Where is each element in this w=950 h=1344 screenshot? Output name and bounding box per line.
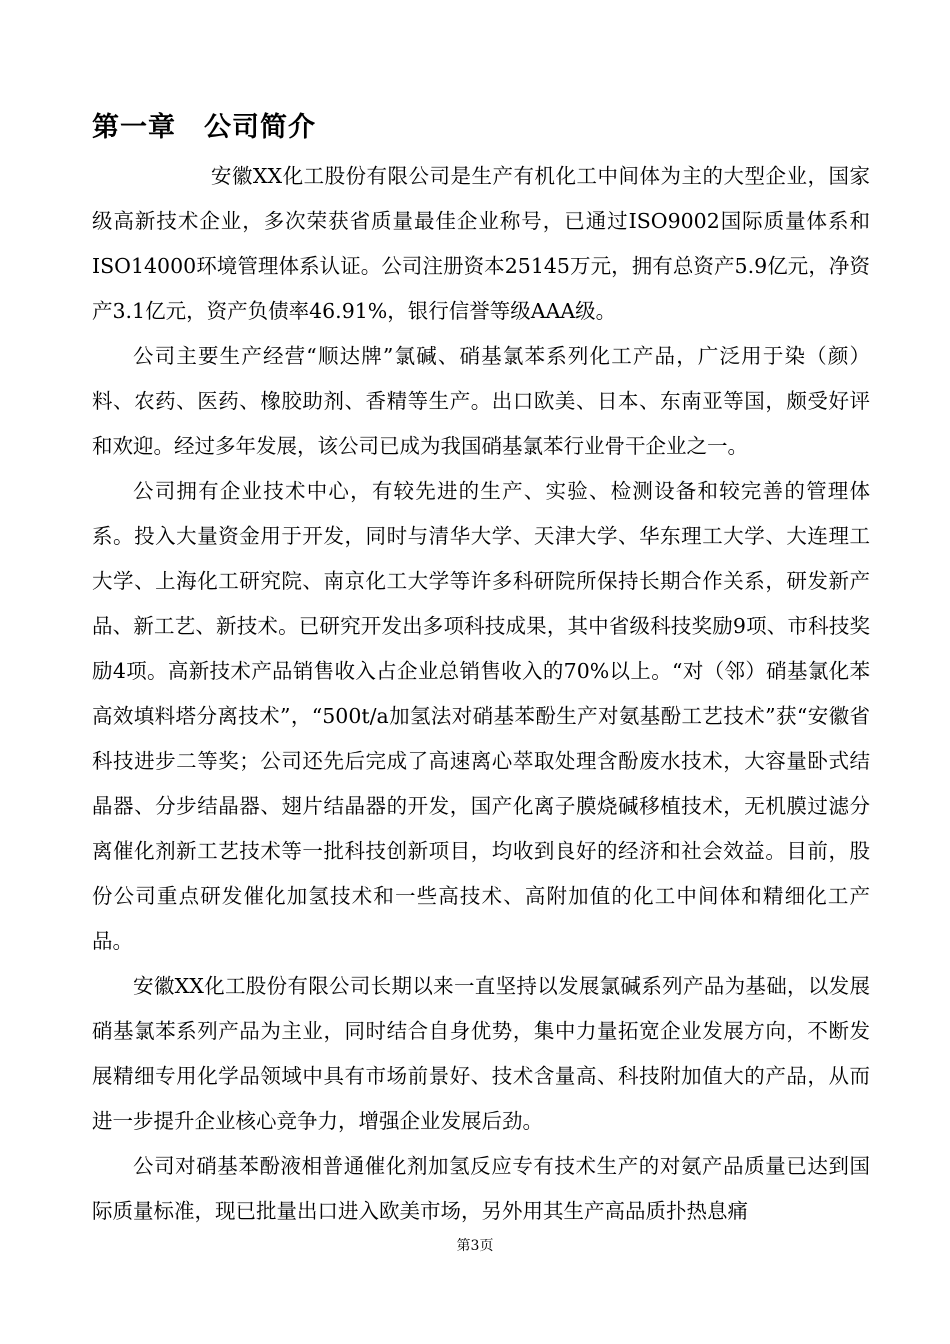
- body-text: [92, 154, 870, 1234]
- page-number: 第3页: [456, 1238, 494, 1254]
- paragraph-company-overview: 安徽XX化工股份有限公司是生产有机化工中间体为主的大型企业，国家级高新技术企业，多次荣获省质量最佳企业称号，已通过ISO9002国际质量体系和ISO14000环境管理体系认证。公司注册资本25145万元，拥有总资产5.9亿元，净资产3.1亿元，资产负债率46.91%，银行信誉等级AAA级。: [92, 164, 870, 323]
- paragraph-development-strategy: 安徽XX化工股份有限公司长期以来一直坚持以发展氯碱系列产品为基础，以发展硝基氯苯系列产品为主业，同时结合自身优势，集中力量拓宽企业发展方向，不断发展精细专用化学品领域中具有市场前景好、技术含量高、科技附加值大的产品，从而进一步提升企业核心竞争力，增强企业发展后劲。: [92, 974, 870, 1133]
- paragraph-product-quality: 公司对硝基苯酚液相普通催化剂加氢反应专有技术生产的对氨产品质量已达到国际质量标准，现已批量出口进入欧美市场，另外用其生产高品质扑热息痛: [92, 1154, 870, 1223]
- paragraph-products: 公司主要生产经营“顺达牌”氯碱、硝基氯苯系列化工产品，广泛用于染（颜）料、农药、医药、橡胶助剂、香精等生产。出口欧美、日本、东南亚等国，颇受好评和欢迎。经过多年发展，该公司已成为我国硝基氯苯行业骨干企业之一。: [92, 344, 870, 458]
- paragraph-technology-center: 公司拥有企业技术中心，有较先进的生产、实验、检测设备和较完善的管理体系。投入大量资金用于开发，同时与清华大学、天津大学、华东理工大学、大连理工大学、上海化工研究院、南京化工大学等许多科研院所保持长期合作关系，研发新产品、新工艺、新技术。已研究开发出多项科技成果，其中省级科技奖励9项、市科技奖励4项。高新技术产品销售收入占企业总销售收入的70%以上。“对（邻）硝基氯化苯高效填料塔分离技术”，“500t/a加氢法对硝基苯酚生产对氨基酚工艺技术”获“安徽省科技进步二等奖；公司还先后完成了高速离心萃取处理含酚废水技术，大容量卧式结晶器、分步结晶器、翅片结晶器的开发，国产化离子膜烧碱移植技术，无机膜过滤分离催化剂新工艺技术等一批科技创新项目，均收到良好的经济和社会效益。目前，股份公司重点研发催化加氢技术和一些高技术、高附加值的化工中间体和精细化工产品。: [92, 479, 870, 953]
- chapter-title: 第一章 公司简介: [92, 112, 316, 143]
